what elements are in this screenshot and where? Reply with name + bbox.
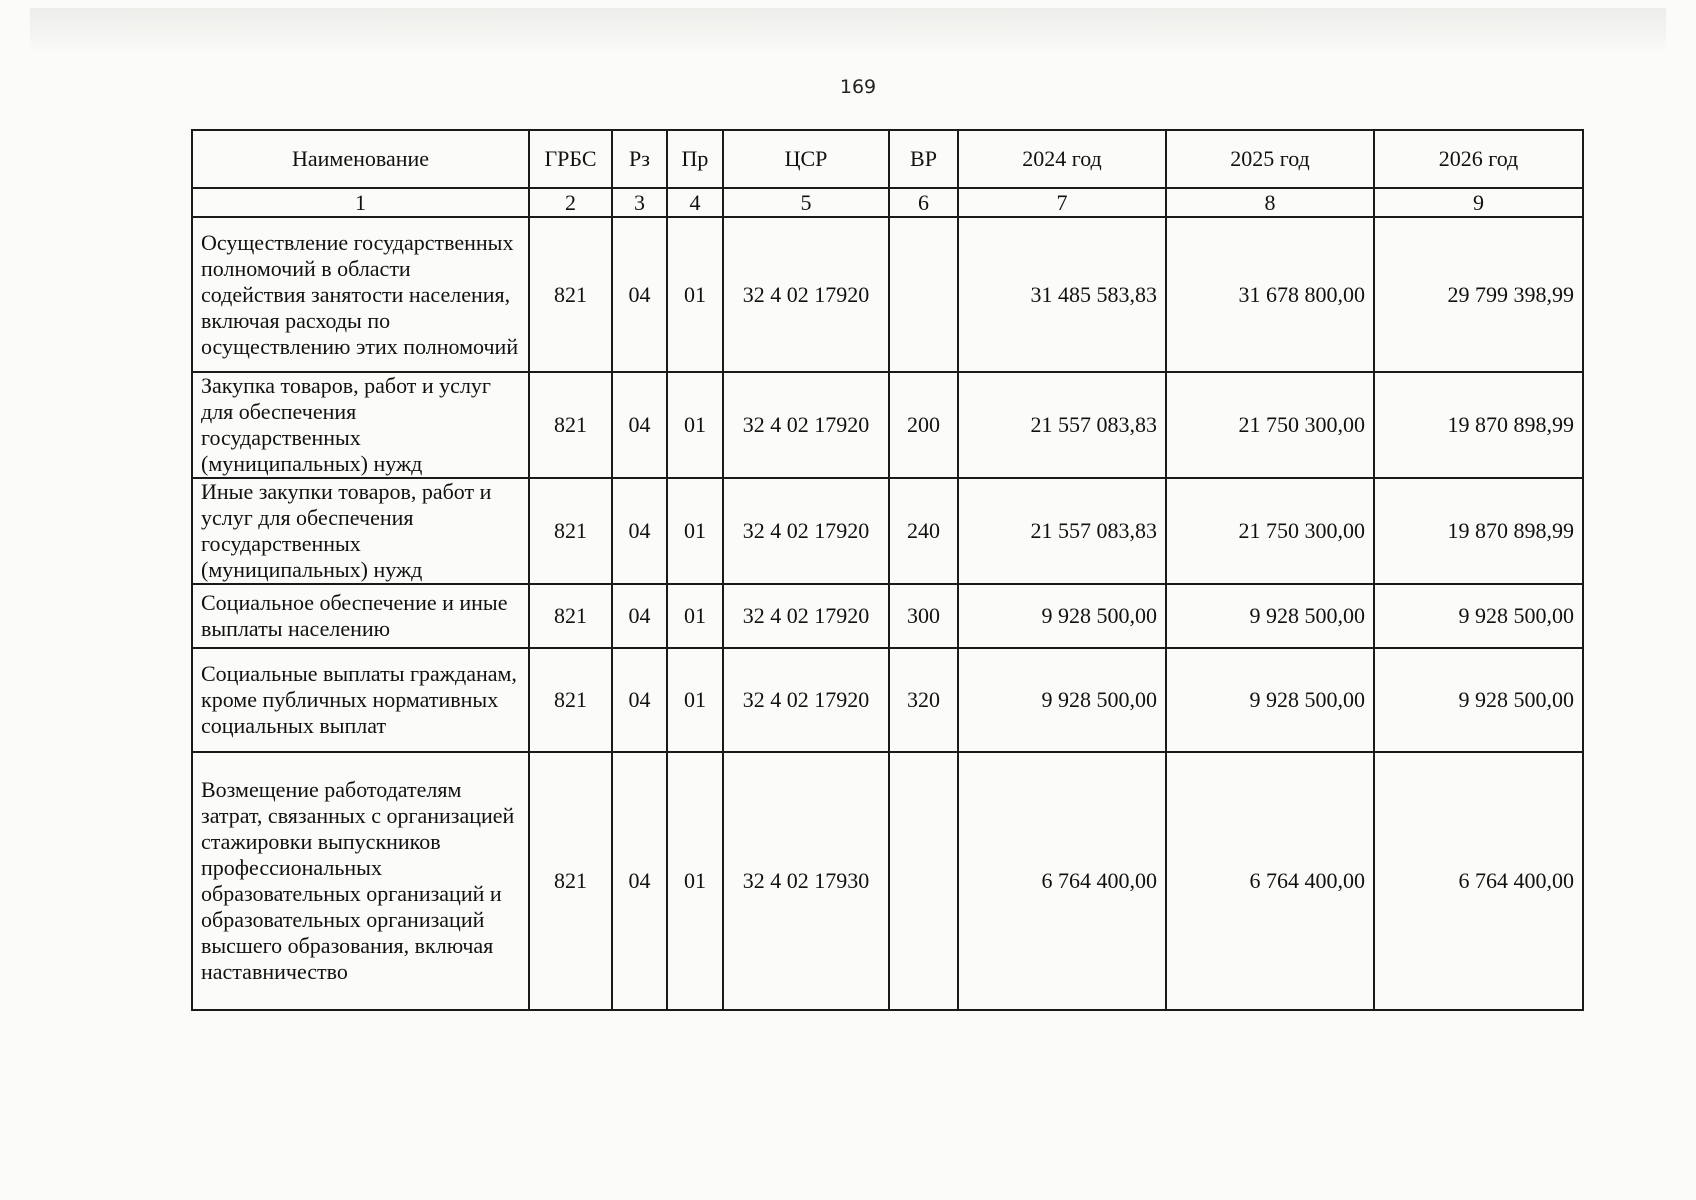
row-2026: 19 870 898,99 (1374, 372, 1583, 478)
header-pr: Пр (667, 130, 723, 188)
column-number-row (192, 188, 1583, 217)
row-rz: 04 (612, 752, 667, 1010)
column-number: 1 (192, 188, 529, 217)
row-grbs: 821 (529, 478, 612, 584)
row-vr (889, 752, 958, 1010)
row-csr: 32 4 02 17920 (723, 584, 889, 648)
row-csr: 32 4 02 17930 (723, 752, 889, 1010)
header-rz: Рз (612, 130, 667, 188)
row-2026: 6 764 400,00 (1374, 752, 1583, 1010)
column-number: 5 (723, 188, 889, 217)
header-grbs: ГРБС (529, 130, 612, 188)
scan-artifact (30, 8, 1666, 54)
row-2025: 9 928 500,00 (1166, 648, 1374, 752)
row-pr: 01 (667, 584, 723, 648)
row-2024: 6 764 400,00 (958, 752, 1166, 1010)
row-rz: 04 (612, 478, 667, 584)
row-pr: 01 (667, 648, 723, 752)
row-2025: 21 750 300,00 (1166, 478, 1374, 584)
row-name: Иные закупки товаров, работ и услуг для обеспечения государственных (муниципальных) нужд (192, 478, 529, 584)
row-2026: 29 799 398,99 (1374, 217, 1583, 372)
row-name: Социальные выплаты гражданам, кроме публичных нормативных социальных выплат (192, 648, 529, 752)
row-2024: 9 928 500,00 (958, 648, 1166, 752)
row-name: Осуществление государственных полномочий в области содействия занятости населения, включая расходы по осуществлению этих полномочий (192, 217, 529, 372)
header-vr: ВР (889, 130, 958, 188)
table-row (192, 372, 1583, 478)
table-row (192, 584, 1583, 648)
column-number: 3 (612, 188, 667, 217)
row-rz: 04 (612, 372, 667, 478)
header-2025: 2025 год (1166, 130, 1374, 188)
row-name: Социальное обеспечение и иные выплаты населению (192, 584, 529, 648)
row-grbs: 821 (529, 752, 612, 1010)
row-2026: 9 928 500,00 (1374, 648, 1583, 752)
header-2026: 2026 год (1374, 130, 1583, 188)
row-vr: 320 (889, 648, 958, 752)
row-vr (889, 217, 958, 372)
row-2026: 9 928 500,00 (1374, 584, 1583, 648)
column-number: 2 (529, 188, 612, 217)
budget-table (191, 129, 1584, 1011)
row-pr: 01 (667, 217, 723, 372)
row-pr: 01 (667, 372, 723, 478)
row-2025: 9 928 500,00 (1166, 584, 1374, 648)
row-name: Возмещение работодателям затрат, связанных с организацией стажировки выпускников профессиональных образовательных организаций и образовательных организаций высшего образования, включая наставничество (192, 752, 529, 1010)
row-vr: 240 (889, 478, 958, 584)
row-rz: 04 (612, 584, 667, 648)
row-2024: 21 557 083,83 (958, 478, 1166, 584)
row-2024: 31 485 583,83 (958, 217, 1166, 372)
row-rz: 04 (612, 648, 667, 752)
column-number: 6 (889, 188, 958, 217)
row-grbs: 821 (529, 584, 612, 648)
row-vr: 300 (889, 584, 958, 648)
row-2025: 6 764 400,00 (1166, 752, 1374, 1010)
table-row (192, 648, 1583, 752)
table-row (192, 217, 1583, 372)
row-csr: 32 4 02 17920 (723, 478, 889, 584)
row-rz: 04 (612, 217, 667, 372)
row-2026: 19 870 898,99 (1374, 478, 1583, 584)
column-number: 8 (1166, 188, 1374, 217)
row-2025: 21 750 300,00 (1166, 372, 1374, 478)
column-number: 9 (1374, 188, 1583, 217)
page-number: 169 (839, 76, 877, 98)
row-pr: 01 (667, 752, 723, 1010)
row-grbs: 821 (529, 372, 612, 478)
header-name: Наименование (192, 130, 529, 188)
header-row (192, 130, 1583, 188)
row-csr: 32 4 02 17920 (723, 648, 889, 752)
column-number: 4 (667, 188, 723, 217)
header-2024: 2024 год (958, 130, 1166, 188)
row-vr: 200 (889, 372, 958, 478)
row-pr: 01 (667, 478, 723, 584)
column-number: 7 (958, 188, 1166, 217)
row-csr: 32 4 02 17920 (723, 372, 889, 478)
row-2025: 31 678 800,00 (1166, 217, 1374, 372)
table-row (192, 752, 1583, 1010)
row-csr: 32 4 02 17920 (723, 217, 889, 372)
row-2024: 9 928 500,00 (958, 584, 1166, 648)
row-2024: 21 557 083,83 (958, 372, 1166, 478)
row-grbs: 821 (529, 648, 612, 752)
table-row (192, 478, 1583, 584)
header-csr: ЦСР (723, 130, 889, 188)
row-grbs: 821 (529, 217, 612, 372)
row-name: Закупка товаров, работ и услуг для обеспечения государственных (муниципальных) нужд (192, 372, 529, 478)
